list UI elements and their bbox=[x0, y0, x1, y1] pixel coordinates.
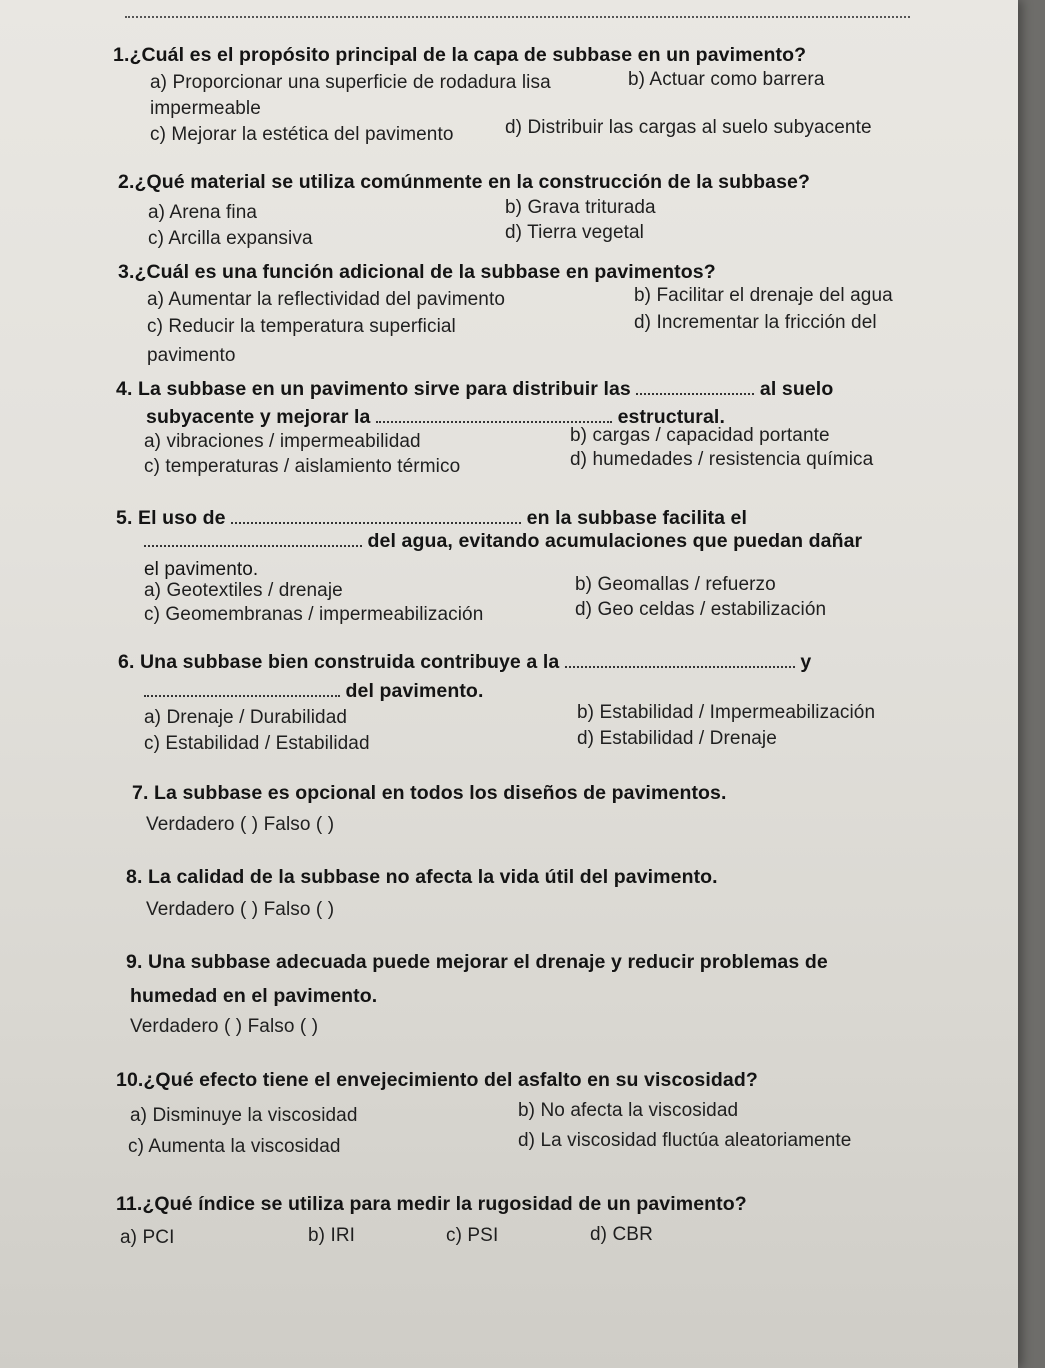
q10-option-c[interactable]: c) Aumenta la viscosidad bbox=[128, 1136, 341, 1157]
q2-option-a[interactable]: a) Arena fina bbox=[148, 202, 258, 223]
question-text: ¿Cuál es el propósito principal de la capa de subbase en un pavimento? bbox=[129, 44, 807, 66]
question-number: 5. bbox=[116, 507, 133, 529]
question-text: La subbase en un pavimento sirve para distribuir las bbox=[138, 378, 631, 400]
question-number: 11. bbox=[116, 1193, 143, 1215]
q11-option-c[interactable]: c) PSI bbox=[446, 1225, 499, 1246]
question-text: ¿Qué efecto tiene el envejecimiento del asfalto en su viscosidad? bbox=[143, 1069, 758, 1091]
blank-1[interactable] bbox=[231, 508, 521, 524]
q1-option-b[interactable]: b) Actuar como barrera bbox=[628, 69, 825, 90]
q1-option-c[interactable]: c) Mejorar la estética del pavimento bbox=[150, 124, 454, 145]
question-text: La subbase es opcional en todos los diseños de pavimentos. bbox=[154, 782, 727, 804]
question-text: ¿Cuál es una función adicional de la subbase en pavimentos? bbox=[134, 261, 716, 283]
q11-option-a[interactable]: a) PCI bbox=[120, 1227, 175, 1248]
q3-option-b[interactable]: b) Facilitar el drenaje del agua bbox=[634, 285, 893, 306]
q11-option-d[interactable]: d) CBR bbox=[590, 1224, 653, 1245]
question-4 bbox=[116, 378, 833, 401]
question-5 bbox=[116, 507, 747, 530]
q1-option-a[interactable]: a) Proporcionar una superficie de rodadura lisa bbox=[150, 72, 551, 93]
question-11 bbox=[116, 1193, 747, 1216]
blank-1[interactable] bbox=[636, 379, 754, 395]
question-text: al suelo bbox=[759, 378, 834, 400]
question-3 bbox=[118, 261, 716, 284]
question-text: ¿Qué índice se utiliza para medir la rugosidad de un pavimento? bbox=[142, 1193, 747, 1215]
q6-option-b[interactable]: b) Estabilidad / Impermeabilización bbox=[577, 702, 876, 723]
question-number: 1. bbox=[113, 44, 130, 66]
q2-option-d[interactable]: d) Tierra vegetal bbox=[505, 222, 644, 243]
q9-true-false[interactable]: Verdadero ( ) Falso ( ) bbox=[130, 1016, 319, 1037]
question-number: 2. bbox=[118, 171, 135, 193]
question-10 bbox=[116, 1069, 758, 1092]
q10-option-a[interactable]: a) Disminuye la viscosidad bbox=[130, 1105, 358, 1126]
question-6-line2 bbox=[144, 680, 483, 703]
question-8 bbox=[126, 866, 718, 889]
blank-2[interactable] bbox=[376, 407, 612, 423]
top-dotted-line bbox=[125, 16, 910, 18]
q3-option-d-cont: pavimento bbox=[147, 345, 236, 366]
question-number: 6. bbox=[118, 651, 135, 673]
q5-option-c[interactable]: c) Geomembranas / impermeabilización bbox=[144, 604, 484, 625]
q3-option-d[interactable]: d) Incrementar la fricción del bbox=[634, 312, 877, 333]
question-number: 10. bbox=[116, 1069, 144, 1091]
question-number: 4. bbox=[116, 378, 133, 400]
question-number: 7. bbox=[132, 782, 149, 804]
q10-option-b[interactable]: b) No afecta la viscosidad bbox=[518, 1100, 739, 1121]
question-number: 8. bbox=[126, 866, 143, 888]
question-text: La calidad de la subbase no afecta la vida útil del pavimento. bbox=[148, 866, 718, 888]
question-text: ¿Qué material se utiliza comúnmente en la construcción de la subbase? bbox=[134, 171, 810, 193]
q6-option-a[interactable]: a) Drenaje / Durabilidad bbox=[144, 707, 348, 728]
q3-option-a[interactable]: a) Aumentar la reflectividad del pavimento bbox=[147, 289, 506, 310]
question-9-line2: humedad en el pavimento. bbox=[130, 985, 378, 1007]
blank-1[interactable] bbox=[565, 652, 795, 668]
q7-true-false[interactable]: Verdadero ( ) Falso ( ) bbox=[146, 814, 335, 835]
question-5-line2 bbox=[144, 530, 862, 553]
question-text: subyacente y mejorar la bbox=[146, 406, 371, 428]
question-text: Una subbase adecuada puede mejorar el drenaje y reducir problemas de bbox=[148, 951, 828, 973]
question-5-line3: el pavimento. bbox=[144, 559, 259, 580]
q8-true-false[interactable]: Verdadero ( ) Falso ( ) bbox=[146, 899, 335, 920]
q5-option-d[interactable]: d) Geo celdas / estabilización bbox=[575, 599, 827, 620]
q6-option-c[interactable]: c) Estabilidad / Estabilidad bbox=[144, 733, 370, 754]
question-text: del agua, evitando acumulaciones que puedan dañar bbox=[367, 530, 863, 552]
question-2 bbox=[118, 171, 810, 194]
q4-option-b[interactable]: b) cargas / capacidad portante bbox=[570, 425, 830, 446]
question-text: estructural. bbox=[617, 406, 725, 428]
q10-option-d[interactable]: d) La viscosidad fluctúa aleatoriamente bbox=[518, 1130, 852, 1151]
blank-2[interactable] bbox=[144, 531, 362, 547]
q4-option-a[interactable]: a) vibraciones / impermeabilidad bbox=[144, 431, 421, 452]
question-text: en la subbase facilita el bbox=[526, 507, 747, 529]
question-text: Una subbase bien construida contribuye a la bbox=[140, 651, 560, 673]
blank-2[interactable] bbox=[144, 681, 340, 697]
q5-option-a[interactable]: a) Geotextiles / drenaje bbox=[144, 580, 343, 601]
q6-option-d[interactable]: d) Estabilidad / Drenaje bbox=[577, 728, 777, 749]
question-number: 9. bbox=[126, 951, 143, 973]
question-7 bbox=[132, 782, 727, 805]
q1-option-b-cont: impermeable bbox=[150, 98, 261, 119]
question-6 bbox=[118, 651, 811, 674]
q11-option-b[interactable]: b) IRI bbox=[308, 1225, 356, 1246]
question-text: El uso de bbox=[138, 507, 226, 529]
question-9 bbox=[126, 951, 828, 974]
q2-option-c[interactable]: c) Arcilla expansiva bbox=[148, 228, 313, 249]
q2-option-b[interactable]: b) Grava triturada bbox=[505, 197, 656, 218]
q5-option-b[interactable]: b) Geomallas / refuerzo bbox=[575, 574, 776, 595]
q4-option-d[interactable]: d) humedades / resistencia química bbox=[570, 449, 874, 470]
question-number: 3. bbox=[118, 261, 135, 283]
q1-option-d[interactable]: d) Distribuir las cargas al suelo subyacente bbox=[505, 117, 872, 138]
q4-option-c[interactable]: c) temperaturas / aislamiento térmico bbox=[144, 456, 461, 477]
question-text: y bbox=[800, 651, 812, 673]
question-text: del pavimento. bbox=[345, 680, 484, 702]
q3-option-c[interactable]: c) Reducir la temperatura superficial bbox=[147, 316, 456, 337]
question-1 bbox=[113, 44, 806, 67]
